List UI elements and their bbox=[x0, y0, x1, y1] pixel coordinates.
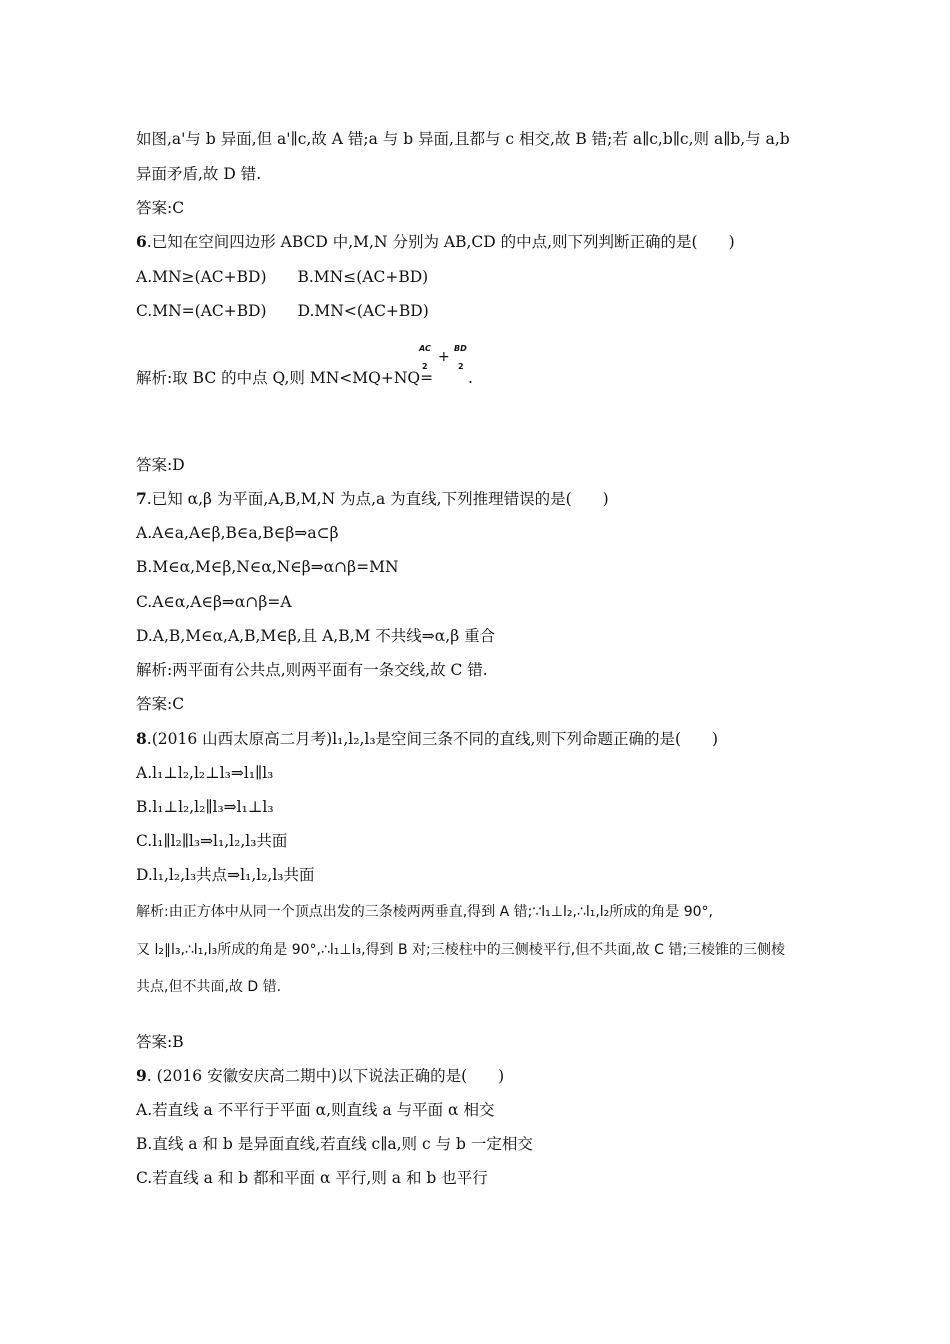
solution-line: 解析:两平面有公共点,则两平面有一条交线,故 C 错. bbox=[136, 661, 488, 679]
question-8 bbox=[136, 729, 718, 749]
answer-line: 答案:C bbox=[136, 695, 185, 713]
question-6 bbox=[136, 232, 735, 252]
solution-line: 异面矛盾,故 D 错. bbox=[136, 165, 262, 183]
option-line: B.l₁⊥l₂,l₂∥l₃⇒l₁⊥l₃ bbox=[136, 798, 274, 816]
fraction-expression bbox=[417, 344, 473, 378]
question-number: 8 bbox=[136, 729, 147, 748]
solution-line: 解析:由正方体中从同一个顶点出发的三条棱两两垂直,得到 A 错;∵l₁⊥l₂,∴l₁,l₂所成的角是 90°, bbox=[136, 904, 713, 920]
question-9 bbox=[136, 1066, 504, 1086]
option-line: A.l₁⊥l₂,l₂⊥l₃⇒l₁∥l₃ bbox=[136, 764, 274, 782]
option-line: C.MN=(AC+BD) D.MN<(AC+BD) bbox=[136, 302, 429, 320]
option-line: A.A∈a,A∈β,B∈a,B∈β⇒a⊂β bbox=[136, 524, 339, 542]
solution-line: 如图,a'与 b 异面,但 a'∥c,故 A 错;a 与 b 异面,且都与 c 相交,故 B 错;若 a∥c,b∥c,则 a∥b,与 a,b bbox=[136, 130, 790, 148]
option-line: C.若直线 a 和 b 都和平面 α 平行,则 a 和 b 也平行 bbox=[136, 1169, 488, 1187]
question-text: .已知在空间四边形 ABCD 中,M,N 分别为 AB,CD 的中点,则下列判断正确的是( ) bbox=[146, 233, 735, 251]
question-number: 9 bbox=[136, 1066, 147, 1085]
answer-line: 答案:B bbox=[136, 1033, 184, 1051]
fraction-denominator: 2 bbox=[422, 362, 428, 371]
option-line: D.A,B,M∈α,A,B,M∈β,且 A,B,M 不共线⇒α,β 重合 bbox=[136, 627, 496, 645]
option-line: B.直线 a 和 b 是异面直线,若直线 c∥a,则 c 与 b 一定相交 bbox=[136, 1135, 533, 1153]
option-line: A.MN≥(AC+BD) B.MN≤(AC+BD) bbox=[136, 268, 429, 286]
option-line: D.l₁,l₂,l₃共点⇒l₁,l₂,l₃共面 bbox=[136, 866, 315, 884]
question-number: 6 bbox=[136, 232, 147, 251]
option-line: C.A∈α,A∈β⇒α∩β=A bbox=[136, 593, 292, 611]
solution-line: 解析:取 BC 的中点 Q,则 MN<MQ+NQ= bbox=[136, 369, 434, 387]
fraction-numerator: BD bbox=[454, 344, 467, 353]
question-text: . (2016 安徽安庆高二期中)以下说法正确的是( ) bbox=[146, 1067, 505, 1085]
option-line: C.l₁∥l₂∥l₃⇒l₁,l₂,l₃共面 bbox=[136, 832, 288, 850]
question-number: 7 bbox=[136, 489, 147, 508]
question-text: .已知 α,β 为平面,A,B,M,N 为点,a 为直线,下列推理错误的是( ) bbox=[146, 490, 609, 508]
period: . bbox=[468, 369, 473, 387]
fraction-numerator: AC bbox=[419, 344, 431, 353]
fraction-denominator: 2 bbox=[458, 362, 464, 371]
question-7 bbox=[136, 489, 609, 509]
solution-line: 又 l₂∥l₃,∴l₁,l₃所成的角是 90°,∴l₁⊥l₃,得到 B 对;三棱柱中的三侧棱平行,但不共面,故 C 错;三棱锥的三侧棱 bbox=[136, 942, 786, 958]
question-text: .(2016 山西太原高二月考)l₁,l₂,l₃是空间三条不同的直线,则下列命题正确的是( ) bbox=[146, 730, 719, 748]
answer-line: 答案:C bbox=[136, 199, 185, 217]
solution-line: 共点,但不共面,故 D 错. bbox=[136, 979, 282, 995]
option-line: A.若直线 a 不平行于平面 α,则直线 a 与平面 α 相交 bbox=[136, 1101, 495, 1119]
plus-sign: + bbox=[438, 349, 450, 365]
answer-line: 答案:D bbox=[136, 456, 185, 474]
option-line: B.M∈α,M∈β,N∈α,N∈β⇒α∩β=MN bbox=[136, 558, 399, 576]
